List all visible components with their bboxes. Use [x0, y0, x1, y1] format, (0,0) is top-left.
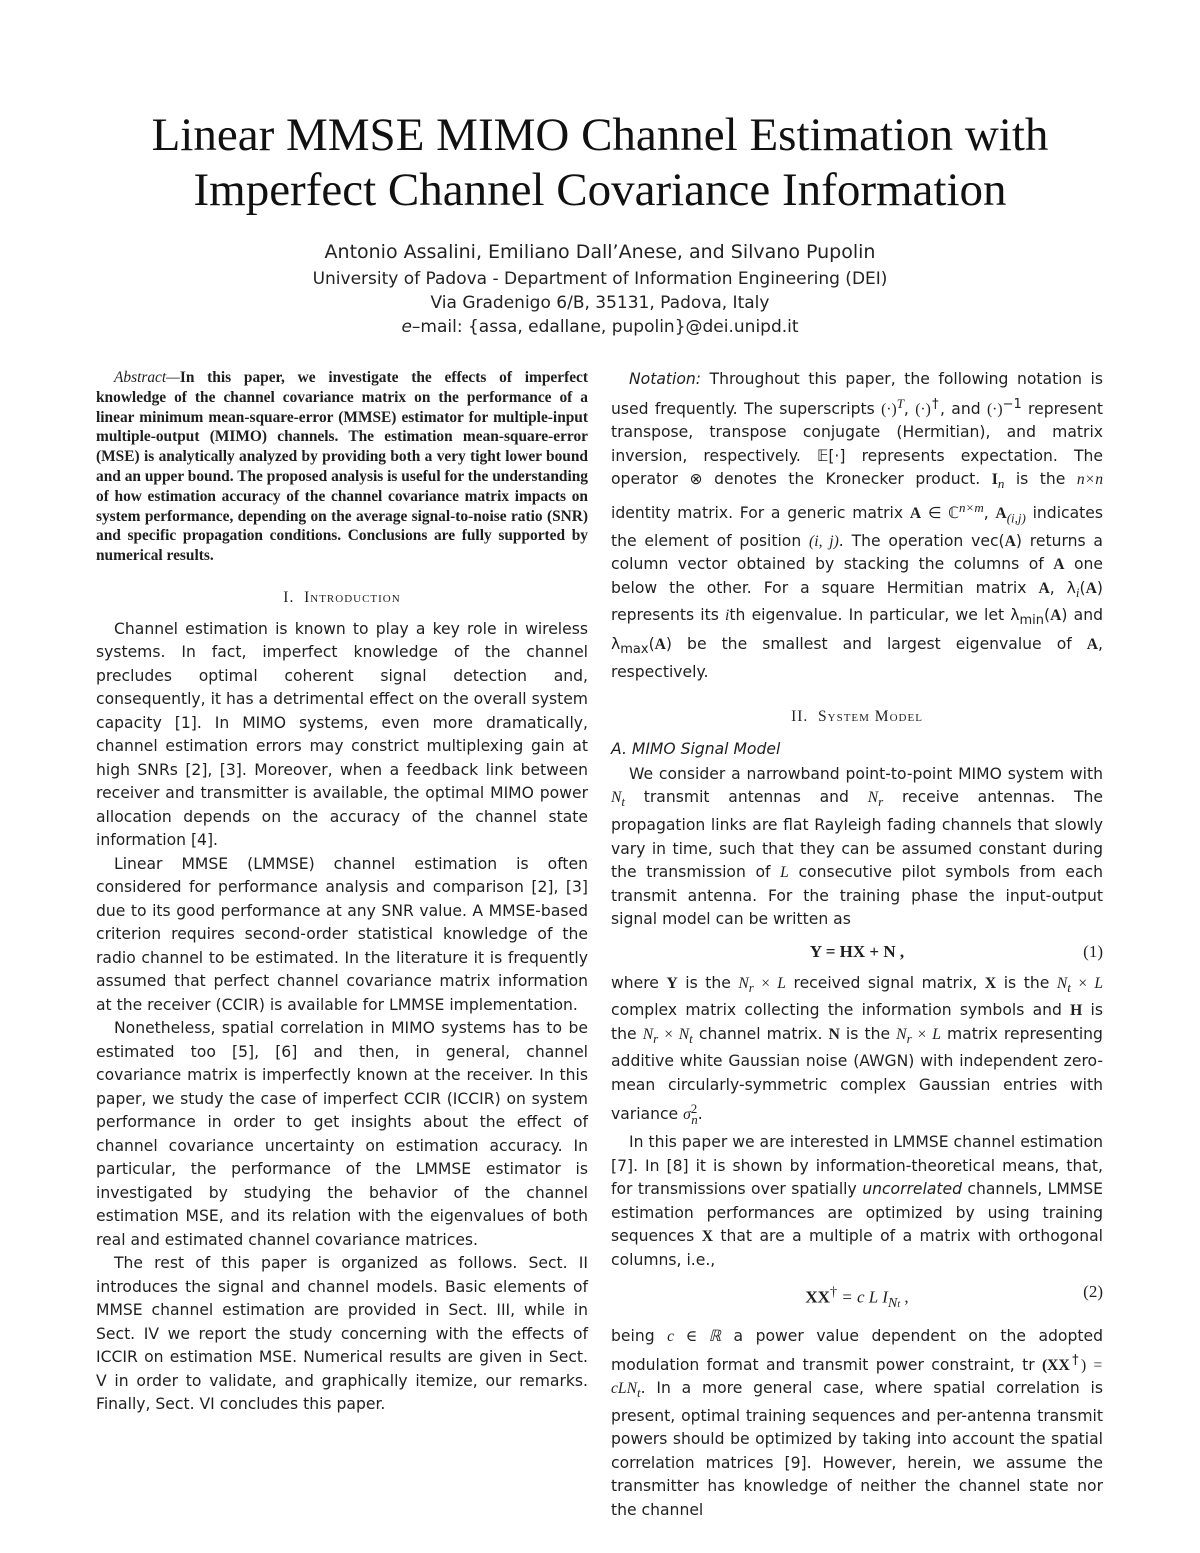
- paper-title: [60, 108, 1140, 218]
- email-prefix: e: [401, 317, 412, 337]
- author-block: [100, 240, 1100, 339]
- intro-paragraph-1: Channel estimation is known to play a key role in wireless systems. In fact, imperfect knowledge of the channel precludes optimal coherent signal detection and, consequently, it has a detrimental effect on the overall system capacity [1]. In MIMO systems, even more dramatically, channel estimation errors may constrict multiplexing gain at high SNRs [2], [3]. Moreover, when a feedback link between receiver and transmitter is available, the optimal MIMO power allocation depends on the accuracy of the channel state information [4].: [96, 619, 588, 850]
- affiliation: University of Padova - Department of Information Engineering (DEI): [312, 269, 888, 289]
- notation-paragraph: Notation: Throughout this paper, the following notation is used frequently. The superscripts $(\cdot)^T$, (·)†, and $(\cdot)^{-1}$ represent transpose, transpose conjugate (Hermitian), and matrix inversion, respectively. 𝔼[·] represents expectation. The operator ⊗ denotes the Kronecker product. $I_n$ is the n×n identity matrix. For a generic matrix A ∈ ℂ$^{n\times m}$, $A_{(i,j)}$ indicates the element of position (i, j). The operation vec(A) returns a column vector obtained by stacking the columns of A one below the other. For a square Hermitian matrix A, $\lambda_i(A)$ represents its ith eigenvalue. In particular, we let $\lambda_{min}(A)$ and $\lambda_{max}(A)$ be the smallest and largest eigenvalue of A, respectively.: [611, 370, 1104, 682]
- system-model-paragraph-1: We consider a narrowband point-to-point MIMO system with $N_t$ transmit antennas and $N_r$ receive antennas. The propagation links are flat Rayleigh fading channels that slowly vary in time, such that they can be assumed constant during the transmission of L consecutive pilot symbols from each transmit antenna. For the training phase the input-output signal model can be written as: [611, 764, 1104, 929]
- equation-2-number: (2): [1083, 1282, 1103, 1302]
- equation-2: XX† = c L $I_{Nt}$ , (2): [805, 1282, 1103, 1312]
- equation-1-number: (1): [1083, 941, 1103, 961]
- section-heading-system-model: II. System Model: [791, 707, 923, 725]
- equation-1: Y = HX + N , (1): [611, 940, 1103, 964]
- author-names: Antonio Assalini, Emiliano Dall’Anese, and Silvano Pupolin: [324, 241, 876, 263]
- system-model-paragraph-4: being c ∈ ℝ a power value dependent on the adopted modulation format and transmit power constraint, tr (XX†) = cLN$_t$. In a more general case, where spatial correlation is present, optimal training sequences and per-antenna transmit powers should be optimized by taking into account the spatial correlation matrices [9]. However, herein, we assume the transmitter has knowledge of neither the channel state nor the channel: [611, 1327, 1103, 1519]
- subsection-heading-mimo-signal-model: A. MIMO Signal Model: [611, 739, 781, 758]
- system-model-paragraph-2: where Y is the $N_r \times L$ received signal matrix, X is the $N_t \times L$ complex matrix collecting the information symbols and H is the $N_r \times N_t$ channel matrix. N is the $N_r \times L$ matrix representing additive white Gaussian noise (AWGN) with independent zero-mean circularly-symmetric complex Gaussian entries with variance $\sigma^2_n$.: [611, 973, 1104, 1127]
- right-column: [611, 368, 1103, 1522]
- intro-paragraph-4: The rest of this paper is organized as follows. Sect. II introduces the signal and channel models. Basic elements of MMSE channel estimation are provided in Sect. III, while in Sect. IV we report the study concerning with the effects of ICCIR on estimation MSE. Numerical results are given in Sect. V in order to validate, and graphically itemize, our remarks. Finally, Sect. VI concludes this paper.: [96, 1254, 588, 1414]
- system-model-paragraph-3: In this paper we are interested in LMMSE channel estimation [7]. In [8] it is shown by information-theoretical means, that, for transmissions over spatially uncorrelated channels, LMMSE estimation performances are optimized by using training sequences X that are a multiple of a matrix with orthogonal columns, i.e.,: [611, 1133, 1103, 1269]
- intro-paragraph-2: Linear MMSE (LMMSE) channel estimation is often considered for performance analysis and comparison [2], [3] due to its good performance at any SNR value. A MMSE-based criterion requires second-order statistical knowledge of the radio channel to be estimated. In the literature it is frequently assumed that perfect channel covariance matrix information at the receiver (CCIR) is available for LMMSE implementation.: [96, 854, 588, 1014]
- left-column: [96, 368, 588, 1417]
- abstract: [96, 368, 588, 566]
- address: Via Gradenigo 6/B, 35131, Padova, Italy: [430, 293, 770, 313]
- email-line: [100, 315, 1100, 339]
- abstract-lead: Abstract—: [114, 369, 180, 386]
- title-line-1: Linear MMSE MIMO Channel Estimation with: [151, 109, 1049, 161]
- email: –mail: {assa, edallane, pupolin}@dei.unipd.it: [411, 317, 799, 337]
- intro-paragraph-3: Nonetheless, spatial correlation in MIMO systems has to be estimated too [5], [6] and then, in general, channel covariance matrix is imperfectly known at the receiver. In this paper, we study the case of imperfect CCIR (ICCIR) on system performance in order to get insights about the effect of channel covariance uncertainty on estimation accuracy. In particular, the performance of the LMMSE estimator is investigated by studying the behavior of the channel estimation MSE, and its relation with the eigenvalues of both real and estimated channel covariance matrices.: [96, 1019, 588, 1249]
- section-heading-introduction: I. Introduction: [283, 588, 401, 606]
- title-line-2: Imperfect Channel Covariance Information: [193, 164, 1007, 216]
- abstract-text: In this paper, we investigate the effects of imperfect knowledge of the channel covariance matrix on the performance of a linear minimum mean-square-error (MMSE) estimator for multiple-input multiple-output (MIMO) channels. The estimation mean-square-error (MSE) is analytically analyzed by providing both a very tight lower bound and an upper bound. The proposed analysis is useful for the understanding of how estimation accuracy of the channel covariance matrix impacts on system performance, depending on the average signal-to-noise ratio (SNR) and specific propagation conditions. Conclusions are fully supported by numerical results.: [96, 369, 588, 565]
